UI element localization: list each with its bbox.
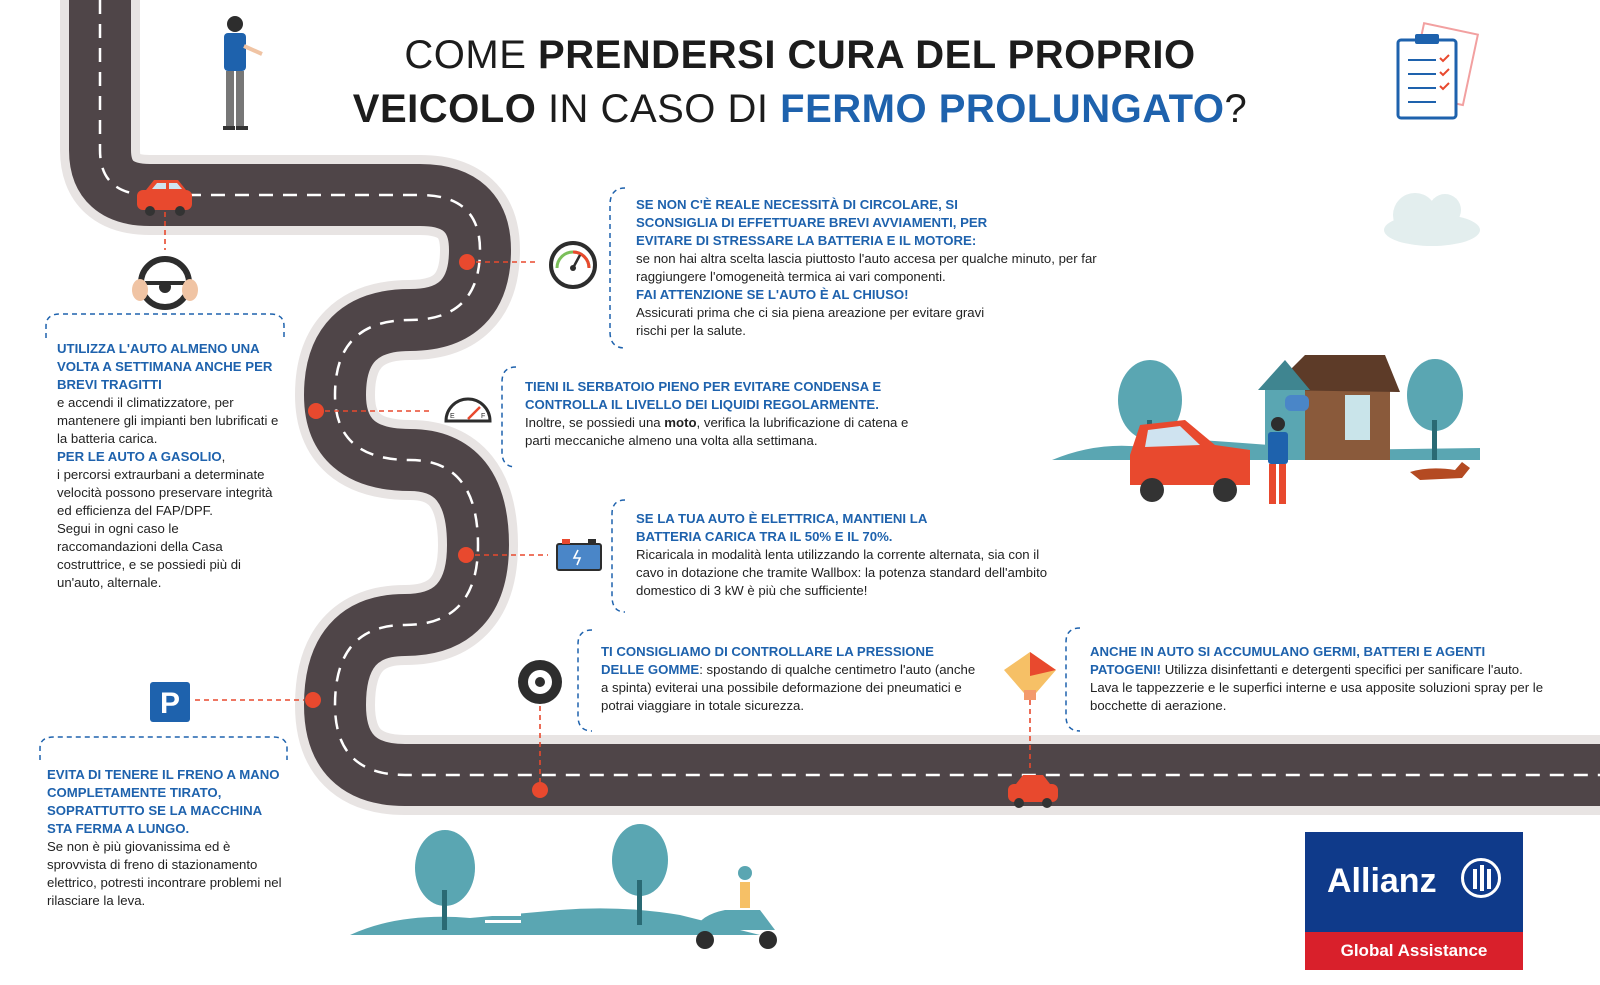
title-light-2: IN CASO DI bbox=[536, 87, 781, 131]
speedometer-icon bbox=[551, 243, 595, 287]
tip-startups-closed-body: Assicurati prima che ci sia piena areazione per evitare gravi rischi per la salute. bbox=[636, 305, 985, 338]
man-figure-icon bbox=[223, 16, 262, 130]
tip-electric-body: Ricaricala in modalità lenta utilizzando la corrente alternata, sia con il cavo in dotazione che tramite Wallbox: la potenza standard dell'ambito domestico di 3 kW è più che sufficiente! bbox=[636, 547, 1048, 598]
parking-sign-icon bbox=[150, 682, 190, 722]
tip-handbrake-heading: EVITA DI TENERE IL FRENO A MANO COMPLETAMENTE TIRATO, SOPRATTUTTO SE LA MACCHINA STA FERMA A LUNGO. bbox=[47, 767, 280, 836]
title-line-2 bbox=[330, 82, 1270, 136]
tip-tank-body bbox=[525, 414, 935, 450]
tip-germs-heading: ANCHE IN AUTO SI ACCUMULANO GERMI, BATTERI E AGENTI PATOGENI! bbox=[1090, 644, 1486, 677]
fuel-gauge-f-label: F bbox=[481, 413, 486, 420]
tip-short-startups bbox=[636, 196, 1106, 340]
tip-startups-closed-heading: FAI ATTENZIONE SE L'AUTO È AL CHIUSO! bbox=[636, 287, 909, 302]
tyre-icon bbox=[518, 660, 562, 704]
park-scene-illustration bbox=[350, 824, 777, 949]
title-line-1 bbox=[330, 28, 1270, 82]
allianz-brand-text: Allianz bbox=[1327, 862, 1437, 900]
tip-weekly-diesel-heading: PER LE AUTO A GASOLIO bbox=[57, 449, 222, 464]
steering-wheel-icon bbox=[132, 259, 198, 307]
title-highlight: FERMO PROLUNGATO bbox=[780, 87, 1225, 131]
title-bold-2: VEICOLO bbox=[352, 87, 537, 131]
tip-tank-body-pre: Inoltre, se possiedi una bbox=[525, 415, 665, 430]
tip-weekly-manufacturer-body: Segui in ogni caso le raccomandazioni della Casa costruttrice, e se possiedi più di un'auto, alternale. bbox=[57, 521, 241, 590]
tip-weekly-diesel-line bbox=[57, 448, 279, 466]
tip-tank-body-post: , verifica la lubrificazione di catena e parti meccaniche almeno una volta alla settimana. bbox=[525, 415, 909, 448]
title-bold-1: PRENDERSI CURA DEL PROPRIO bbox=[538, 33, 1196, 77]
car-battery-icon bbox=[557, 539, 601, 570]
page-title bbox=[330, 28, 1270, 136]
tip-handbrake-body: Se non è più giovanissima ed è sprovvista di freno di stazionamento elettrico, potresti incontrare problemi nel rilasciare la leva. bbox=[47, 839, 282, 908]
title-question-mark: ? bbox=[1224, 87, 1248, 131]
allianz-sub-text: Global Assistance bbox=[1305, 932, 1523, 970]
tip-tank-heading: TIENI IL SERBATOIO PIENO PER EVITARE CONDENSA E CONTROLLA IL LIVELLO DEI LIQUIDI REGOLARMENTE. bbox=[525, 379, 882, 412]
tip-weekly-diesel-body: i percorsi extraurbani a determinate velocità possono preservare integrità ed efficienza del FAP/DPF. bbox=[57, 467, 273, 518]
tip-weekly-use bbox=[57, 340, 279, 592]
house-scene-illustration bbox=[1052, 355, 1480, 504]
title-light-1: COME bbox=[404, 33, 539, 77]
tip-tyre-pressure bbox=[601, 643, 979, 715]
allianz-eagle-icon bbox=[1461, 858, 1501, 898]
tip-weekly-heading: UTILIZZA L'AUTO ALMENO UNA VOLTA A SETTIMANA ANCHE PER BREVI TRAGITTI bbox=[57, 341, 273, 392]
tip-tyres-heading: TI CONSIGLIAMO DI CONTROLLARE LA PRESSIONE DELLE GOMME bbox=[601, 644, 934, 677]
fuel-gauge-icon bbox=[446, 399, 490, 421]
parking-sign-letter: P bbox=[159, 687, 181, 720]
cloud-icon bbox=[1384, 193, 1480, 246]
fuel-gauge-e-label: E bbox=[450, 413, 455, 420]
allianz-logo-top bbox=[1305, 832, 1523, 932]
spray-sanitizer-icon bbox=[1004, 652, 1056, 700]
tip-electric-battery bbox=[636, 510, 1048, 600]
tip-weekly-body: e accendi il climatizzatore, per mantenere gli impianti ben lubrificati e la batteria carica. bbox=[57, 395, 279, 446]
tip-tank-body-bold: moto bbox=[664, 415, 697, 430]
tip-startups-body: se non hai altra scelta lascia piuttosto l'auto accesa per qualche minuto, per far raggiungere l'omogeneità termica ai vari componenti. bbox=[636, 251, 1097, 284]
tip-tyres-body: : spostando di qualche centimetro l'auto (anche a spinta) eviterai una possibile deformazione dei pneumatici e potrai viaggiare in totale sicurezza. bbox=[601, 662, 976, 713]
tip-weekly-comma: , bbox=[221, 449, 226, 464]
clipboard-checklist-icon bbox=[1398, 23, 1478, 118]
allianz-logo bbox=[1305, 832, 1523, 970]
tip-handbrake bbox=[47, 766, 289, 910]
tip-germs bbox=[1090, 643, 1545, 715]
tip-startups-heading: SE NON C'È REALE NECESSITÀ DI CIRCOLARE, SI SCONSIGLIA DI EFFETTUARE BREVI AVVIAMENTI, PER EVITARE DI STRESSARE LA BATTERIA E IL MOTORE: bbox=[636, 197, 988, 248]
tip-full-tank bbox=[525, 378, 935, 450]
tip-germs-body: Utilizza disinfettanti e detergenti specifici per sanificare l'auto. Lava le tappezzerie e le superfici interne e usa apposite soluzioni spray per le bocchette di aerazione. bbox=[1090, 662, 1544, 713]
tip-electric-heading: SE LA TUA AUTO È ELETTRICA, MANTIENI LA BATTERIA CARICA TRA IL 50% E IL 70%. bbox=[636, 511, 927, 544]
